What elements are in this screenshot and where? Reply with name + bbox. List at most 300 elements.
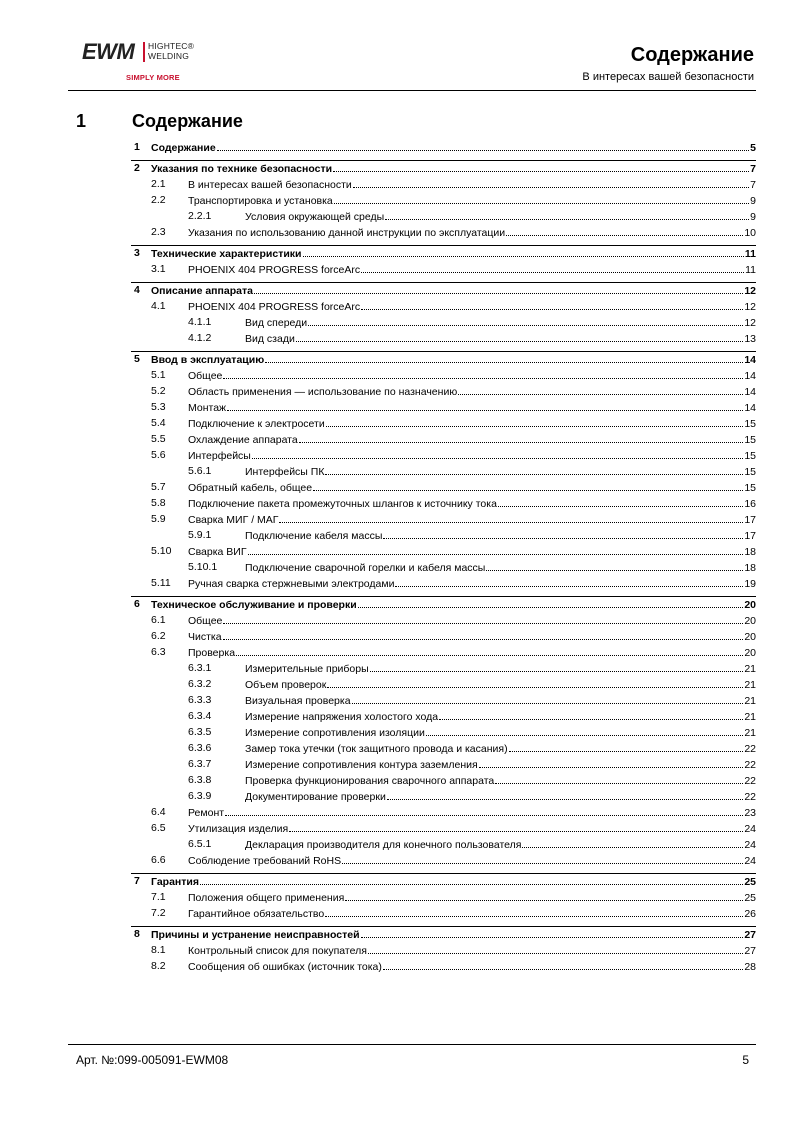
toc-entry-title: Причины и устранение неисправностей bbox=[151, 929, 360, 941]
toc-entry-title: Измерение сопротивления изоляции bbox=[245, 727, 425, 739]
toc-entry-title: Подключение сварочной горелки и кабеля массы bbox=[245, 562, 486, 574]
toc-entry-line bbox=[188, 226, 756, 240]
toc-entry-number: 5.9.1 bbox=[188, 529, 212, 541]
toc-entry[interactable] bbox=[131, 400, 756, 416]
toc-entry-number: 2.2 bbox=[151, 194, 166, 206]
toc-dot-leader bbox=[387, 790, 744, 800]
toc-dot-leader bbox=[223, 630, 744, 640]
toc-entry-number: 5.6 bbox=[151, 449, 166, 461]
toc-entry-title: Охлаждение аппарата bbox=[188, 434, 298, 446]
toc-entry-line bbox=[245, 726, 756, 740]
toc-entry-title: Вид сзади bbox=[245, 333, 295, 345]
toc-entry-number: 5.9 bbox=[151, 513, 166, 525]
toc-entry-line bbox=[188, 194, 756, 208]
toc-entry-page: 12 bbox=[744, 317, 756, 329]
toc-entry[interactable] bbox=[131, 757, 756, 773]
toc-entry-number: 8 bbox=[134, 928, 140, 940]
toc-entry[interactable] bbox=[131, 416, 756, 432]
toc-entry-title: Транспортировка и установка bbox=[188, 195, 333, 207]
toc-entry-number: 2 bbox=[134, 162, 140, 174]
toc-entry-page: 9 bbox=[750, 211, 756, 223]
toc-dot-leader bbox=[289, 822, 743, 832]
toc-entry-page: 27 bbox=[744, 945, 756, 957]
toc-entry-number: 3.1 bbox=[151, 263, 166, 275]
toc-entry-line bbox=[151, 875, 756, 889]
toc-entry-line bbox=[151, 353, 756, 367]
article-number: Арт. №:099-005091-EWM08 bbox=[76, 1053, 229, 1067]
toc-entry-number: 6.3.1 bbox=[188, 662, 212, 674]
toc-entry-number: 6.4 bbox=[151, 806, 166, 818]
toc-entry[interactable] bbox=[131, 821, 756, 837]
toc-entry-number: 8.2 bbox=[151, 960, 166, 972]
toc-entry[interactable] bbox=[131, 645, 756, 661]
toc-entry-page: 17 bbox=[744, 514, 756, 526]
toc-entry-number: 6.6 bbox=[151, 854, 166, 866]
toc-entry-page: 15 bbox=[744, 482, 756, 494]
toc-entry-page: 20 bbox=[744, 631, 756, 643]
toc-dot-leader bbox=[225, 806, 743, 816]
toc-entry-number: 5.4 bbox=[151, 417, 166, 429]
toc-dot-leader bbox=[383, 529, 743, 539]
toc-entry[interactable] bbox=[131, 262, 756, 278]
toc-entry[interactable] bbox=[131, 560, 756, 576]
toc-dot-leader bbox=[458, 385, 743, 395]
toc-entry-line bbox=[245, 316, 756, 330]
toc-entry-page: 20 bbox=[744, 599, 756, 611]
toc-dot-leader bbox=[439, 710, 743, 720]
toc-entry-number: 4.1.1 bbox=[188, 316, 212, 328]
toc-entry-number: 4.1 bbox=[151, 300, 166, 312]
toc-entry-page: 24 bbox=[744, 855, 756, 867]
toc-entry-number: 3 bbox=[134, 247, 140, 259]
toc-entry-number: 6.3.6 bbox=[188, 742, 212, 754]
toc-entry-number: 5.3 bbox=[151, 401, 166, 413]
toc-entry-page: 21 bbox=[744, 679, 756, 691]
toc-entry-page: 9 bbox=[750, 195, 756, 207]
toc-entry-line bbox=[151, 928, 756, 942]
toc-dot-leader bbox=[223, 614, 743, 624]
toc-entry-title: Измерительные приборы bbox=[245, 663, 369, 675]
toc-entry-line bbox=[151, 162, 756, 176]
toc-entry-title: Чистка bbox=[188, 631, 222, 643]
toc-entry-line bbox=[188, 385, 756, 399]
toc-entry-line bbox=[245, 742, 756, 756]
toc-entry-number: 5.8 bbox=[151, 497, 166, 509]
toc-dot-leader bbox=[252, 449, 743, 459]
toc-entry-line bbox=[188, 300, 756, 314]
toc-entry[interactable] bbox=[131, 331, 756, 347]
footer-rule bbox=[68, 1044, 756, 1045]
toc-dot-leader bbox=[327, 678, 743, 688]
toc-entry-number: 7 bbox=[134, 875, 140, 887]
toc-entry-page: 20 bbox=[744, 647, 756, 659]
toc-entry-page: 15 bbox=[744, 466, 756, 478]
toc-dot-leader bbox=[498, 497, 743, 507]
toc-entry-line bbox=[188, 630, 756, 644]
toc-entry-page: 15 bbox=[744, 434, 756, 446]
toc-dot-leader bbox=[334, 194, 749, 204]
toc-entry-line bbox=[188, 822, 756, 836]
toc-entry[interactable] bbox=[131, 596, 756, 613]
toc-dot-leader bbox=[299, 433, 744, 443]
toc-dot-leader bbox=[345, 891, 743, 901]
toc-dot-leader bbox=[325, 465, 743, 475]
logo-hightec-text: HIGHTEC® WELDING bbox=[148, 41, 195, 61]
toc-dot-leader bbox=[303, 247, 744, 257]
toc-entry-title: Подключение пакета промежуточных шлангов к источнику тока bbox=[188, 498, 497, 510]
toc-entry-number: 5.6.1 bbox=[188, 465, 212, 477]
toc-entry-line bbox=[188, 960, 756, 974]
toc-entry[interactable] bbox=[131, 629, 756, 645]
toc-entry-title: Подключение кабеля массы bbox=[245, 530, 383, 542]
toc-entry-title: Измерение сопротивления контура заземления bbox=[245, 759, 478, 771]
toc-entry-title: Технические характеристики bbox=[151, 248, 302, 260]
toc-entry-title: Общее bbox=[188, 615, 223, 627]
toc-dot-leader bbox=[383, 960, 743, 970]
toc-entry-title: Сварка МИГ / МАГ bbox=[188, 514, 279, 526]
toc-entry-number: 6.5 bbox=[151, 822, 166, 834]
toc-entry-number: 5.1 bbox=[151, 369, 166, 381]
toc-entry[interactable] bbox=[131, 480, 756, 496]
toc-entry-page: 12 bbox=[744, 285, 756, 297]
toc-entry-title: Гарантийное обязательство bbox=[188, 908, 325, 920]
toc-entry-line bbox=[151, 247, 756, 261]
toc-entry[interactable] bbox=[131, 853, 756, 869]
toc-entry[interactable] bbox=[131, 299, 756, 315]
toc-entry[interactable] bbox=[131, 315, 756, 331]
toc-entry[interactable] bbox=[131, 160, 756, 177]
toc-entry-number: 4 bbox=[134, 284, 140, 296]
toc-entry-line bbox=[188, 513, 756, 527]
toc-dot-leader bbox=[333, 162, 749, 172]
toc-entry[interactable] bbox=[131, 140, 756, 156]
toc-entry-title: Декларация производителя для конечного пользователя bbox=[245, 839, 522, 851]
toc-entry-page: 23 bbox=[744, 807, 756, 819]
toc-dot-leader bbox=[353, 178, 749, 188]
toc-entry[interactable] bbox=[131, 177, 756, 193]
toc-entry-page: 26 bbox=[744, 908, 756, 920]
toc-entry-title: Указания по использованию данной инструкции по эксплуатации bbox=[188, 227, 506, 239]
toc-entry-line bbox=[245, 332, 756, 346]
toc-entry-page: 20 bbox=[744, 615, 756, 627]
toc-entry-number: 2.3 bbox=[151, 226, 166, 238]
toc-entry-title: В интересах вашей безопасности bbox=[188, 179, 352, 191]
toc-entry-line bbox=[188, 178, 756, 192]
toc-dot-leader bbox=[227, 401, 743, 411]
toc-entry-title: Проверка bbox=[188, 647, 236, 659]
chapter-title: Содержание bbox=[132, 111, 243, 131]
toc-entry-line bbox=[245, 465, 756, 479]
toc-entry-page: 21 bbox=[744, 711, 756, 723]
toc-entry-line bbox=[245, 529, 756, 543]
toc-entry-title: PHOENIX 404 PROGRESS forceArc bbox=[188, 301, 361, 313]
toc-entry-title: Контрольный список для покупателя bbox=[188, 945, 367, 957]
toc-entry-number: 5.10.1 bbox=[188, 561, 218, 573]
toc-entry-page: 18 bbox=[744, 562, 756, 574]
toc-entry-title: Обратный кабель, общее bbox=[188, 482, 313, 494]
toc-dot-leader bbox=[361, 263, 744, 273]
toc-entry-number: 5 bbox=[134, 353, 140, 365]
toc-entry-line bbox=[188, 449, 756, 463]
toc-entry[interactable] bbox=[131, 837, 756, 853]
toc-entry-number: 5.5 bbox=[151, 433, 166, 445]
toc-entry-title: Интерфейсы bbox=[188, 450, 251, 462]
toc-entry-page: 18 bbox=[744, 546, 756, 558]
toc-dot-leader bbox=[426, 726, 743, 736]
toc-entry-line bbox=[188, 545, 756, 559]
toc-entry-page: 7 bbox=[750, 163, 756, 175]
toc-entry[interactable] bbox=[131, 576, 756, 592]
toc-entry-number: 6.3.2 bbox=[188, 678, 212, 690]
toc-entry-page: 12 bbox=[744, 301, 756, 313]
toc-entry-line bbox=[245, 210, 756, 224]
toc-entry[interactable] bbox=[131, 693, 756, 709]
toc-dot-leader bbox=[385, 210, 749, 220]
toc-entry-line bbox=[151, 598, 756, 612]
toc-entry-page: 15 bbox=[744, 418, 756, 430]
toc-entry-number: 5.11 bbox=[151, 577, 171, 589]
toc-entry-number: 6.5.1 bbox=[188, 838, 212, 850]
toc-entry-line bbox=[188, 891, 756, 905]
toc-entry-title: PHOENIX 404 PROGRESS forceArc bbox=[188, 264, 361, 276]
toc-entry-title: Содержание bbox=[151, 142, 216, 154]
toc-entry-page: 5 bbox=[750, 142, 756, 154]
toc-entry-page: 13 bbox=[744, 333, 756, 345]
toc-entry-line bbox=[245, 561, 756, 575]
toc-entry-page: 21 bbox=[744, 727, 756, 739]
toc-dot-leader bbox=[358, 598, 744, 608]
toc-dot-leader bbox=[352, 694, 744, 704]
toc-entry-title: Сообщения об ошибках (источник тока) bbox=[188, 961, 382, 973]
table-of-contents bbox=[131, 140, 756, 975]
toc-dot-leader bbox=[248, 545, 744, 555]
toc-entry[interactable] bbox=[131, 544, 756, 560]
toc-dot-leader bbox=[395, 577, 743, 587]
toc-entry-title: Техническое обслуживание и проверки bbox=[151, 599, 357, 611]
toc-entry[interactable] bbox=[131, 773, 756, 789]
toc-entry-page: 16 bbox=[744, 498, 756, 510]
toc-entry[interactable] bbox=[131, 890, 756, 906]
toc-entry[interactable] bbox=[131, 464, 756, 480]
logo-divider bbox=[143, 42, 145, 62]
toc-dot-leader bbox=[370, 662, 744, 672]
toc-entry[interactable] bbox=[131, 789, 756, 805]
toc-entry[interactable] bbox=[131, 709, 756, 725]
toc-entry-line bbox=[188, 417, 756, 431]
toc-entry-title: Вид спереди bbox=[245, 317, 308, 329]
toc-dot-leader bbox=[265, 353, 743, 363]
toc-entry-title: Интерфейсы ПК bbox=[245, 466, 325, 478]
toc-entry[interactable] bbox=[131, 926, 756, 943]
toc-dot-leader bbox=[308, 316, 743, 326]
toc-dot-leader bbox=[361, 300, 743, 310]
toc-entry-line bbox=[188, 369, 756, 383]
toc-dot-leader bbox=[313, 481, 743, 491]
toc-entry-number: 6.1 bbox=[151, 614, 166, 626]
toc-entry[interactable] bbox=[131, 245, 756, 262]
toc-entry-page: 17 bbox=[744, 530, 756, 542]
toc-entry-line bbox=[245, 678, 756, 692]
toc-entry-line bbox=[188, 854, 756, 868]
toc-entry-page: 21 bbox=[744, 695, 756, 707]
toc-entry-page: 19 bbox=[744, 578, 756, 590]
toc-entry-number: 6.3.4 bbox=[188, 710, 212, 722]
toc-entry[interactable] bbox=[131, 906, 756, 922]
toc-entry-line bbox=[245, 838, 756, 852]
toc-entry[interactable] bbox=[131, 225, 756, 241]
toc-entry-title: Сварка ВИГ bbox=[188, 546, 247, 558]
toc-entry-page: 14 bbox=[744, 386, 756, 398]
toc-dot-leader bbox=[368, 944, 743, 954]
toc-entry-title: Измерение напряжения холостого хода bbox=[245, 711, 439, 723]
toc-entry-line bbox=[188, 481, 756, 495]
toc-entry-line bbox=[188, 577, 756, 591]
toc-entry[interactable] bbox=[131, 368, 756, 384]
logo-slogan: SIMPLY MORE bbox=[126, 73, 180, 82]
toc-dot-leader bbox=[217, 141, 749, 151]
toc-entry-page: 11 bbox=[745, 264, 756, 276]
toc-entry[interactable] bbox=[131, 613, 756, 629]
toc-entry[interactable] bbox=[131, 193, 756, 209]
chapter-number: 1 bbox=[76, 111, 87, 131]
toc-entry-line bbox=[245, 758, 756, 772]
toc-entry-title: Общее bbox=[188, 370, 223, 382]
toc-entry-title: Условия окружающей среды bbox=[245, 211, 385, 223]
toc-entry-line bbox=[188, 263, 756, 277]
toc-dot-leader bbox=[522, 838, 743, 848]
toc-entry-number: 6 bbox=[134, 598, 140, 610]
toc-entry-number: 1 bbox=[134, 141, 140, 153]
toc-entry-page: 10 bbox=[744, 227, 756, 239]
toc-entry-line bbox=[151, 141, 756, 155]
toc-dot-leader bbox=[325, 907, 743, 917]
toc-entry-page: 25 bbox=[744, 892, 756, 904]
toc-dot-leader bbox=[495, 774, 743, 784]
toc-entry-page: 27 bbox=[744, 929, 756, 941]
toc-entry[interactable] bbox=[131, 512, 756, 528]
toc-entry-line bbox=[245, 710, 756, 724]
toc-entry[interactable] bbox=[131, 805, 756, 821]
header-subtitle: В интересах вашей безопасности bbox=[582, 71, 754, 83]
toc-entry-title: Визуальная проверка bbox=[245, 695, 351, 707]
page-number: 5 bbox=[742, 1053, 749, 1067]
toc-entry-line bbox=[188, 944, 756, 958]
toc-entry-page: 14 bbox=[744, 370, 756, 382]
toc-entry-line bbox=[188, 614, 756, 628]
toc-entry-number: 5.7 bbox=[151, 481, 166, 493]
toc-entry-number: 2.2.1 bbox=[188, 210, 212, 222]
toc-entry-number: 6.3.3 bbox=[188, 694, 212, 706]
toc-entry-line bbox=[188, 497, 756, 511]
toc-entry[interactable] bbox=[131, 725, 756, 741]
toc-entry-title: Область применения — использование по назначению bbox=[188, 386, 458, 398]
header-rule bbox=[68, 90, 756, 91]
toc-entry[interactable] bbox=[131, 873, 756, 890]
toc-dot-leader bbox=[236, 646, 743, 656]
toc-dot-leader bbox=[223, 369, 743, 379]
toc-entry[interactable] bbox=[131, 959, 756, 975]
toc-entry-number: 6.2 bbox=[151, 630, 166, 642]
toc-entry-page: 11 bbox=[744, 248, 756, 260]
toc-entry-title: Утилизация изделия bbox=[188, 823, 289, 835]
toc-entry-page: 24 bbox=[744, 839, 756, 851]
toc-entry[interactable] bbox=[131, 496, 756, 512]
toc-entry[interactable] bbox=[131, 384, 756, 400]
header-title: Содержание bbox=[630, 44, 754, 66]
toc-entry-title: Положения общего применения bbox=[188, 892, 345, 904]
toc-entry-number: 4.1.2 bbox=[188, 332, 212, 344]
toc-dot-leader bbox=[342, 854, 743, 864]
toc-entry-page: 22 bbox=[744, 743, 756, 755]
toc-entry[interactable] bbox=[131, 741, 756, 757]
toc-entry[interactable] bbox=[131, 209, 756, 225]
toc-entry-number: 6.3.9 bbox=[188, 790, 212, 802]
toc-entry-page: 22 bbox=[744, 759, 756, 771]
toc-entry-title: Документирование проверки bbox=[245, 791, 386, 803]
toc-dot-leader bbox=[486, 561, 743, 571]
logo-ewm-text: EWM bbox=[82, 39, 135, 64]
toc-entry-page: 25 bbox=[744, 876, 756, 888]
toc-entry-line bbox=[188, 433, 756, 447]
toc-dot-leader bbox=[296, 332, 744, 342]
toc-entry-title: Ввод в эксплуатацию bbox=[151, 354, 265, 366]
toc-entry-number: 5.2 bbox=[151, 385, 166, 397]
toc-entry-number: 5.10 bbox=[151, 545, 172, 557]
toc-dot-leader bbox=[200, 875, 743, 885]
toc-entry-page: 21 bbox=[744, 663, 756, 675]
toc-entry-number: 6.3.5 bbox=[188, 726, 212, 738]
toc-entry-line bbox=[188, 646, 756, 660]
toc-entry-page: 7 bbox=[750, 179, 756, 191]
toc-entry[interactable] bbox=[131, 448, 756, 464]
toc-entry-number: 2.1 bbox=[151, 178, 166, 190]
toc-entry-number: 8.1 bbox=[151, 944, 166, 956]
toc-entry-title: Замер тока утечки (ток защитного провода и касания) bbox=[245, 743, 508, 755]
toc-entry[interactable] bbox=[131, 943, 756, 959]
toc-entry-title: Объем проверок bbox=[245, 679, 327, 691]
toc-entry-title: Соблюдение требований RoHS bbox=[188, 855, 342, 867]
toc-entry-line bbox=[245, 790, 756, 804]
toc-entry-number: 6.3 bbox=[151, 646, 166, 658]
toc-entry-line bbox=[245, 694, 756, 708]
toc-entry-title: Указания по технике безопасности bbox=[151, 163, 333, 175]
toc-dot-leader bbox=[279, 513, 743, 523]
toc-entry[interactable] bbox=[131, 528, 756, 544]
toc-entry-title: Проверка функционирования сварочного аппарата bbox=[245, 775, 495, 787]
toc-entry-number: 6.3.8 bbox=[188, 774, 212, 786]
toc-entry-title: Описание аппарата bbox=[151, 285, 253, 297]
toc-entry-title: Монтаж bbox=[188, 402, 227, 414]
toc-entry[interactable] bbox=[131, 661, 756, 677]
toc-entry[interactable] bbox=[131, 677, 756, 693]
toc-entry[interactable] bbox=[131, 351, 756, 368]
toc-entry-page: 22 bbox=[744, 791, 756, 803]
toc-entry[interactable] bbox=[131, 432, 756, 448]
toc-entry-page: 22 bbox=[744, 775, 756, 787]
toc-entry-number: 6.3.7 bbox=[188, 758, 212, 770]
toc-entry[interactable] bbox=[131, 282, 756, 299]
toc-entry-page: 28 bbox=[744, 961, 756, 973]
toc-entry-page: 24 bbox=[744, 823, 756, 835]
toc-entry-line bbox=[188, 401, 756, 415]
toc-entry-line bbox=[245, 774, 756, 788]
toc-entry-page: 14 bbox=[744, 402, 756, 414]
toc-entry-number: 7.1 bbox=[151, 891, 166, 903]
toc-entry-title: Подключение к электросети bbox=[188, 418, 325, 430]
toc-dot-leader bbox=[479, 758, 744, 768]
toc-entry-page: 14 bbox=[744, 354, 756, 366]
toc-entry-title: Ручная сварка стержневыми электродами bbox=[188, 578, 395, 590]
